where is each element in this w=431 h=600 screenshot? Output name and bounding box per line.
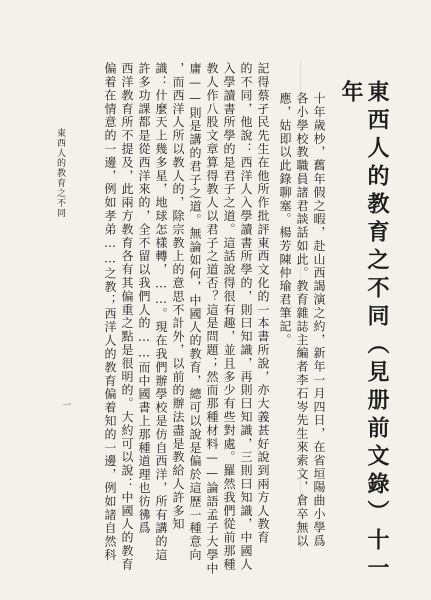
body-line: 偏着在情意的一邊，例如孝弟……之教；西洋人的教育偏着知的一邊，例如諸自然科 bbox=[103, 62, 117, 562]
body-line: 西洋教育所不提及，此兩方教育各有其偏重之點是很明的。大約可以說：中國人的教育 bbox=[120, 62, 134, 572]
preface-line: 十年歲杪，舊年假之暇，赴山西謁演之約，新年一月四日，在省垣陽曲小學爲 bbox=[312, 92, 326, 548]
preface-line: 各小學校教職員諸君談話如此。教育雜誌主編者李石岑先生來索文，倉卒無以 bbox=[295, 92, 309, 548]
running-head: 東西人的教育之不同 bbox=[55, 128, 65, 218]
chapter-title: 東西人的教育之不同（見册前文錄）十一年 bbox=[338, 80, 390, 584]
body-line: 教人作八股文章算得教人以君子之道否？這是問題；然而那種材料——論語孟子大學中 bbox=[205, 62, 219, 576]
preface-line: 應，姑即以此錄聊塞。楊芳陳仲瑜君筆記。 bbox=[278, 92, 292, 347]
body-line: 入學讀書所學的是君子之道。這話說得很有趣，並且多少有些對處。羅然我們從前那種 bbox=[222, 62, 236, 572]
body-line: 庸——則是講的君子之道。無論如何，中國人的教育，總可以說是偏於這歷一種意向 bbox=[188, 62, 202, 562]
body-line: 識：什麼天上幾多星，地球怎樣轉，……。現在我們辦學校是仿自西洋，所有講的這 bbox=[154, 62, 168, 562]
page-number: 一 bbox=[62, 401, 72, 411]
body-line: 許多功課都是從西洋來的，全不留以我們人的……而中國書上那種道理也彷彿爲 bbox=[137, 62, 151, 535]
body-line: ，而西洋人所以教人的，除宗教上的意思不計外，以前的辦法盡是教給人許多知 bbox=[171, 62, 185, 531]
body-line: 記得蔡孑民先生在他所作批評東西文化的一本書所說，亦大義甚好說到兩方人教育 bbox=[256, 62, 270, 545]
body-line: 的不同，他說：西洋人入學讀書所學的，則曰知識，再則曰知識，三則曰知識，中國人 bbox=[239, 62, 253, 572]
